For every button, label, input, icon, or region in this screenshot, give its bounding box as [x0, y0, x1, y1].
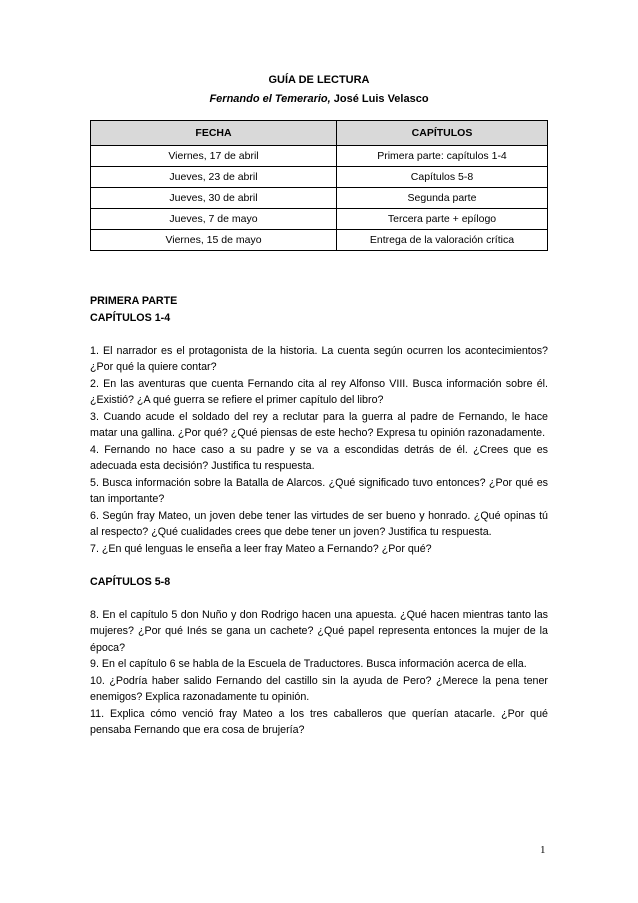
question-11: 11. Explica cómo venció fray Mateo a los tres caballeros que querían atacarle. ¿Por qué pensaba Fernando que era cosa de brujería? [90, 707, 548, 736]
chapters-cell: Tercera parte + epílogo [337, 209, 548, 230]
book-author: José Luis Velasco [333, 93, 429, 105]
date-cell: Viernes, 15 de mayo [91, 230, 337, 251]
question-9: 9. En el capítulo 6 se habla de la Escuela de Traductores. Busca información acerca de ella. [90, 658, 527, 670]
question-10: 10. ¿Podría haber salido Fernando del castillo sin la ayuda de Pero? ¿Merece la pena tener enemigos? Explica razonadamente tu opinión. [90, 674, 548, 703]
schedule-table [90, 120, 548, 251]
table-row [91, 146, 548, 167]
table-row [91, 209, 548, 230]
table-row [91, 230, 548, 251]
date-cell: Jueves, 7 de mayo [91, 209, 337, 230]
question-1: 1. El narrador es el protagonista de la historia. La cuenta según ocurren los acontecimientos? ¿Por qué la quiere contar? [90, 344, 548, 373]
table-row [91, 167, 548, 188]
question-2: 2. En las aventuras que cuenta Fernando cita al rey Alfonso VIII. Busca información sobre él. ¿Existió? ¿A qué guerra se refiere el primer capítulo del libro? [90, 377, 548, 406]
document-title: GUÍA DE LECTURA [268, 74, 370, 86]
question-8: 8. En el capítulo 5 don Nuño y don Rodrigo hacen una apuesta. ¿Qué hacen mientras tanto las mujeres? ¿Por qué Inés se gana un cachete? ¿Qué papel representa entonces la mujer de la época? [90, 608, 548, 654]
date-cell: Viernes, 17 de abril [91, 146, 337, 167]
date-cell: Jueves, 23 de abril [91, 167, 337, 188]
chapters-cell: Capítulos 5-8 [337, 167, 548, 188]
question-3: 3. Cuando acude el soldado del rey a reclutar para la guerra al padre de Fernando, le hace matar una gallina. ¿Por qué? ¿Qué piensas de este hecho? Expresa tu opinión razonadamente. [90, 410, 548, 439]
question-4: 4. Fernando no hace caso a su padre y se va a escondidas detrás de él. ¿Crees que es adecuada esta decisión? Justifica tu respuesta. [90, 443, 548, 472]
question-5: 5. Busca información sobre la Batalla de Alarcos. ¿Qué significado tuvo entonces? ¿Por qué es tan importante? [90, 476, 548, 505]
chapters-cell: Segunda parte [337, 188, 548, 209]
page-number: 1 [540, 844, 546, 856]
question-7: 7. ¿En qué lenguas le enseña a leer fray Mateo a Fernando? ¿Por qué? [90, 542, 432, 555]
chapters-cell: Primera parte: capítulos 1-4 [337, 146, 548, 167]
questions-body [90, 293, 548, 739]
part-heading: PRIMERA PARTE [90, 295, 178, 307]
schedule-header-row [91, 121, 548, 146]
date-cell: Jueves, 30 de abril [91, 188, 337, 209]
section-heading-1-4: CAPÍTULOS 1-4 [90, 311, 171, 324]
document-subtitle [0, 93, 638, 105]
table-row [91, 188, 548, 209]
question-6: 6. Según fray Mateo, un joven debe tener las virtudes de ser bueno y honrado. ¿Qué opinas tú al respecto? ¿Qué cualidades crees que debe tener un joven? Justifica tu respuesta. [90, 509, 548, 538]
section-heading-5-8: CAPÍTULOS 5-8 [90, 575, 171, 588]
column-header-capitulos: CAPÍTULOS [337, 121, 548, 146]
book-title: Fernando el Temerario, [209, 93, 331, 105]
column-header-fecha: FECHA [91, 121, 337, 146]
chapters-cell: Entrega de la valoración crítica [337, 230, 548, 251]
